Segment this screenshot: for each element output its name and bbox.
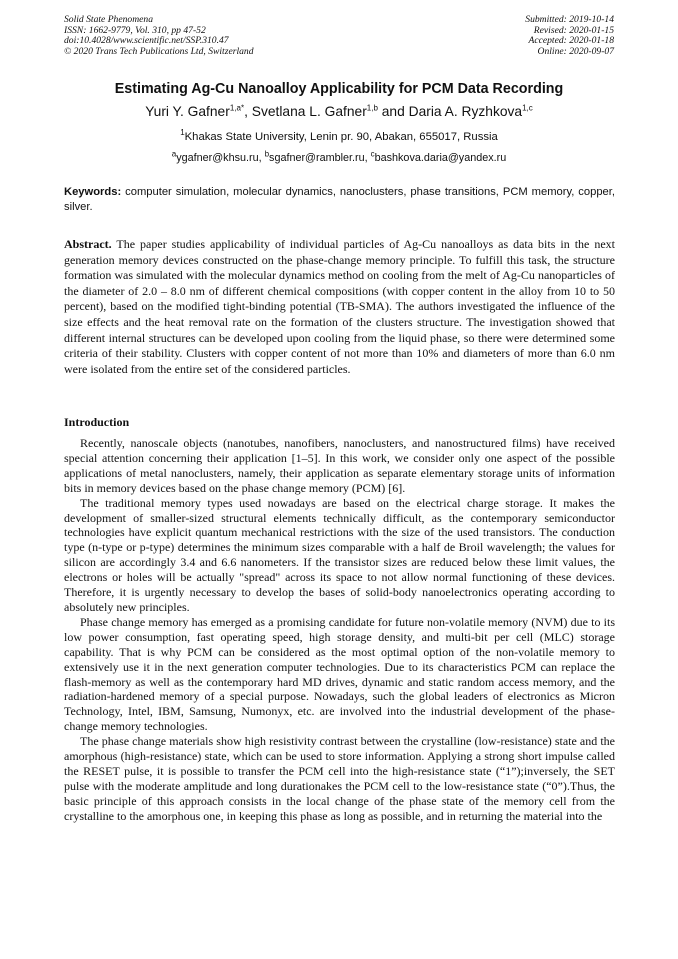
affiliation-text: Khakas State University, Lenin pr. 90, Abakan, 655017, Russia xyxy=(184,131,498,143)
affiliation xyxy=(0,128,678,143)
online-date: Online: 2020-09-07 xyxy=(537,45,614,57)
introduction-body xyxy=(64,436,615,824)
author-affiliation-mark: 1,c xyxy=(522,103,533,113)
submitted-date: Submitted: 2019-10-14 xyxy=(525,14,614,25)
copyright-line: © 2020 Trans Tech Publications Ltd, Switzerland xyxy=(64,45,254,57)
email-mark: b xyxy=(264,149,270,159)
keywords-text: computer simulation, molecular dynamics, nanoclusters, phase transitions, PCM memory, copper, silver. xyxy=(64,186,615,213)
email-link[interactable]: sgafner@rambler.ru, xyxy=(269,152,371,164)
author-list xyxy=(0,104,678,119)
doi-link[interactable]: doi:10.4028/www.scientific.net/SSP.310.47 xyxy=(64,35,229,47)
paper-title: Estimating Ag-Cu Nanoalloy Applicability for PCM Data Recording xyxy=(114,81,564,97)
email-mark: a xyxy=(171,149,177,159)
paragraph: The phase change materials show high resistivity contrast between the crystalline (low-resistance) state and the amorphous (high-resistance) state, which can be used to store information. Applying a strong short impulse called the RESET pulse, it is possible to transfer the PCM cell into the high-resistance state (“1”);inversely, the SET pulse with the moderate amplitude and long durationakes the PCM cell to the low-resistance state (“0”).Thus, the basic principle of this approach consists in the local change of the phase state of the memory cell from the crystalline to the amorphous one, in keeping this phase as long as possible, and in returning the material into the xyxy=(64,734,615,823)
abstract-label: Abstract. xyxy=(64,237,112,251)
affiliation-mark: 1 xyxy=(180,128,185,138)
email-link[interactable]: bashkova.daria@yandex.ru xyxy=(374,152,507,164)
email-link[interactable]: ygafner@khsu.ru, xyxy=(176,152,265,164)
keywords-label: Keywords: xyxy=(64,186,122,198)
section-heading-introduction: Introduction xyxy=(64,415,130,429)
author-emails xyxy=(0,149,678,164)
accepted-date: Accepted: 2020-01-18 xyxy=(528,35,614,47)
revised-date: Revised: 2020-01-15 xyxy=(533,24,614,36)
issn-line: ISSN: 1662-9779, Vol. 310, pp 47-52 xyxy=(64,24,206,36)
author-name: Svetlana L. Gafner xyxy=(251,104,367,119)
author-separator: , xyxy=(244,104,252,119)
author-affiliation-mark: 1,b xyxy=(366,103,378,113)
paragraph: The traditional memory types used nowadays are based on the electrical charge storage. It makes the development of smaller-sized structural elements technically difficult, as the contemporary semiconductor technologies have explicit quantum mechanical restrictions with the size of the used transistors. The conduction type (n-type or p-type) determines the minimum sizes comparable with a half de Broil wavelength; the values for silicon are accordingly 3.4 and 6.6 nanometers. If the transistor sizes are reduced below these limit values, the electrons or holes will be actually "spread" across its space to not allow normal functioning of these devices. Therefore, it is urgently necessary to develop the bases of solid-body nanoelectronics operating according to absolutely new principles. xyxy=(64,495,615,614)
author-name: Daria A. Ryzhkova xyxy=(408,104,523,119)
paragraph: Phase change memory has emerged as a promising candidate for future non-volatile memory (NVM) due to its low power consumption, fast operating speed, high storage density, and multi-bit per cell (MLC) storage capability. That is why PCM can be considered as the most optimal option of the non-volatile memory to extensively use it in the next generation computer technologies. Due to its characteristics PCM can replace the flash-memory as well as the contemporary hard MD drives, dynamic and static random access memory, and the radiation-hardened memory of a special purpose. Nowadays, such the global leaders of electronics as Micron Technology, Intel, IBM, Samsung, Numonyx, etc. are involved into the industrial development of the phase-change memory technologies. xyxy=(64,614,615,734)
publication-dates xyxy=(525,15,614,57)
author-separator: and xyxy=(377,104,409,119)
abstract-text: The paper studies applicability of individual particles of Ag-Cu nanoalloys as data bits in the next generation memory devices constructed on the phase-change memory principle. To fulfill this task, the structure formation was simulated with the molecular dynamics method on cooling from the melt of Ag-Cu nanoparticles of the diameter of 2.0 – 8.0 nm of different chemical compositions (with copper content in the alloy from 10 to 50 percent), based on the modified tight-binding potential (TB-SMA). The authors investigated the influence of the size effects and the heat removal rate on the formation of the clusters structure. The investigation showed that different internal structures can be developed upon cooling from the liquid phase, so there were determined some criteria of their stability. Clusters with copper content of not more than 10% and diameters of more than 6.0 nm were isolated from the entire set of the considered particles. xyxy=(64,237,615,376)
abstract xyxy=(64,237,615,377)
journal-name: Solid State Phenomena xyxy=(64,14,153,25)
email-mark: c xyxy=(370,149,375,159)
author-affiliation-mark: 1,a* xyxy=(229,103,245,113)
author-name: Yuri Y. Gafner xyxy=(145,104,230,119)
journal-info xyxy=(64,15,254,57)
keywords xyxy=(64,185,615,215)
paragraph: Recently, nanoscale objects (nanotubes, nanofibers, nanoclusters, and nanostructured films) have received special attention concerning their application [1–5]. In this work, we consider only one aspect of the possible applications of metal nanoclusters, namely, their application as separate elementary storage units of information bits in memory devices based on the phase change memory (PCM) [6]. xyxy=(64,436,615,495)
